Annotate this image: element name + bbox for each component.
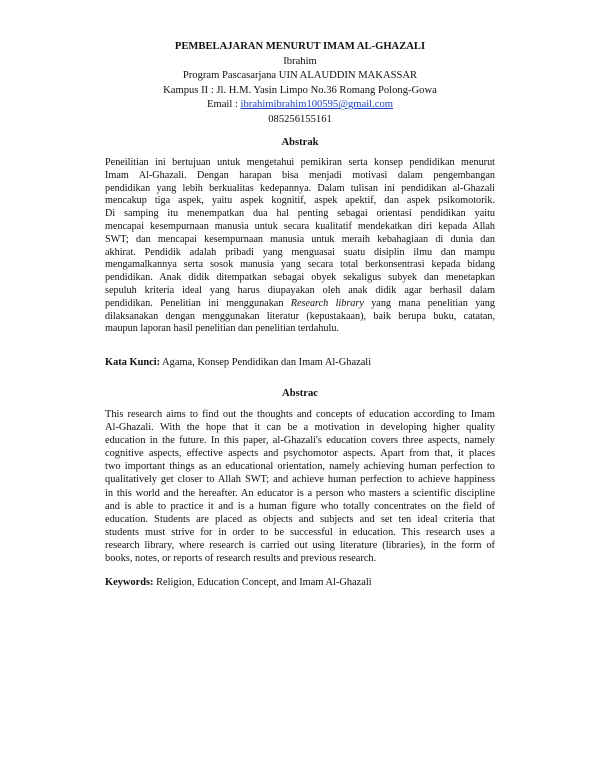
keywords-label: Keywords: <box>105 577 154 588</box>
paragraph-line: research library, where research is carried out using literature (libraries), in the form of <box>105 539 495 551</box>
paragraph-line: Peneilitian ini bertujuan untuk mengetahui pemikiran serta konsep pendidikan menurut <box>105 157 495 168</box>
paragraph-line: students must strive for in order to be successful in education. This research uses a <box>105 526 495 538</box>
abstrak-body <box>105 157 495 336</box>
kata-kunci-text: Agama, Konsep Pendidikan dan Imam Al-Ghazali <box>160 357 372 368</box>
paragraph-line: SWT; dan mencapai kesempurnaan manusia untuk meraih kebahagiaan di dunia dan <box>105 233 495 245</box>
paragraph-line: education in the future. In this paper, al-Ghazali's education covers three aspects, namely <box>105 435 495 447</box>
email-link[interactable]: ibrahimibrahim100595@gmail.com <box>240 99 393 111</box>
author-program: Program Pascasarjana UIN ALAUDDIN MAKASSAR <box>182 70 418 82</box>
paragraph-line: sepuluh kriteria ideal yang harus diupayakan oleh anak didik agar berhasil dalam <box>105 284 495 296</box>
paragraph-line: cognitive aspects, effective aspects and psychomotor aspects. Apart from that, it places <box>105 448 495 460</box>
paragraph-line: and is able to practice it and is a human figure who totally concentrates on the field of <box>105 500 495 512</box>
paragraph-line: akhirat. Pendidik adalah pribadi yang menguasai suatu disiplin ilmu dan mampu <box>105 246 495 258</box>
paragraph-line: This research aims to find out the thoughts and concepts of education according to Imam <box>105 409 495 420</box>
keywords <box>105 576 505 589</box>
paragraph-line: pendidikan. Penelitian ini menggunakan Research library yang mana penelitian yang <box>105 297 495 309</box>
kata-kunci <box>105 356 505 369</box>
author-email-line <box>60 98 540 113</box>
paragraph-line: qualitatively get closer to Allah SWT; and achieve human perfection to achieve happiness <box>105 474 495 486</box>
paragraph-line: Al-Ghazali. With the hope that it can be a motivation in developing higher quality <box>105 422 495 434</box>
paragraph-line: books, notes, or reports of research results and previous research. <box>105 553 377 565</box>
author-name: Ibrahim <box>283 55 317 67</box>
paragraph-line: two important things as an educational orientation, namely achieving human perfection to <box>105 461 495 473</box>
paragraph-line: mencakup tiga aspek, yaitu aspek kognitif, aspek apektif, dan aspek psikomotorik. <box>105 195 495 207</box>
paragraph-line: maupun laporan hasil penelitian dan penelitian terdahulu. <box>105 323 339 335</box>
paragraph-line: mencapai kesempurnaan manusia untuk secara kualitatif mendekatkan diri kepada Allah <box>105 220 495 232</box>
kata-kunci-label: Kata Kunci: <box>105 357 161 368</box>
abstrak-heading: Abstrak <box>281 137 319 148</box>
paragraph-line: in this world and the hereafter. An educator is a person who masters a scientific discipline <box>105 487 495 499</box>
paragraph-line: Di samping itu menempatkan dua hal penting sebagai orientasi pendidikan yaitu <box>105 208 495 220</box>
paper-title: PEMBELAJARAN MENURUT IMAM AL-GHAZALI <box>174 41 426 52</box>
paragraph-line: mengamalkannya serta sosok manusia yang secara total berkonsentrasi kepada bidang <box>105 259 495 271</box>
author-address: Kampus II : Jl. H.M. Yasin Limpo No.36 Romang Polong-Gowa <box>163 84 437 96</box>
paragraph-line: pendidikan yang lebih berkualitas kedepannya. Dalam tulisan ini pendidikan al-Ghazali <box>105 182 495 194</box>
paragraph-line: pendidikan. Anak didik ditempatkan sebagai obyek sekaligus subyek dan menetapkan <box>105 272 495 284</box>
author-phone: 085256155161 <box>268 113 332 125</box>
paragraph-line: education. Students are placed as objects and subjects and set ten ideal criteria that <box>105 513 495 525</box>
paper-header <box>60 40 540 128</box>
abstract-body <box>105 408 495 565</box>
abstract-heading: Abstrac <box>282 388 318 399</box>
keywords-text: Religion, Education Concept, and Imam Al-Ghazali <box>153 577 372 588</box>
email-label: Email : <box>207 99 241 111</box>
paragraph-line: Imam Al-Ghazali. Dengan harapan bisa menjadi motivasi dalam pengembangan <box>105 169 495 181</box>
paragraph-line: dilaksanakan dengan menggunakan literatur (kepustakaan), baik berupa buku, catatan, <box>105 310 495 322</box>
